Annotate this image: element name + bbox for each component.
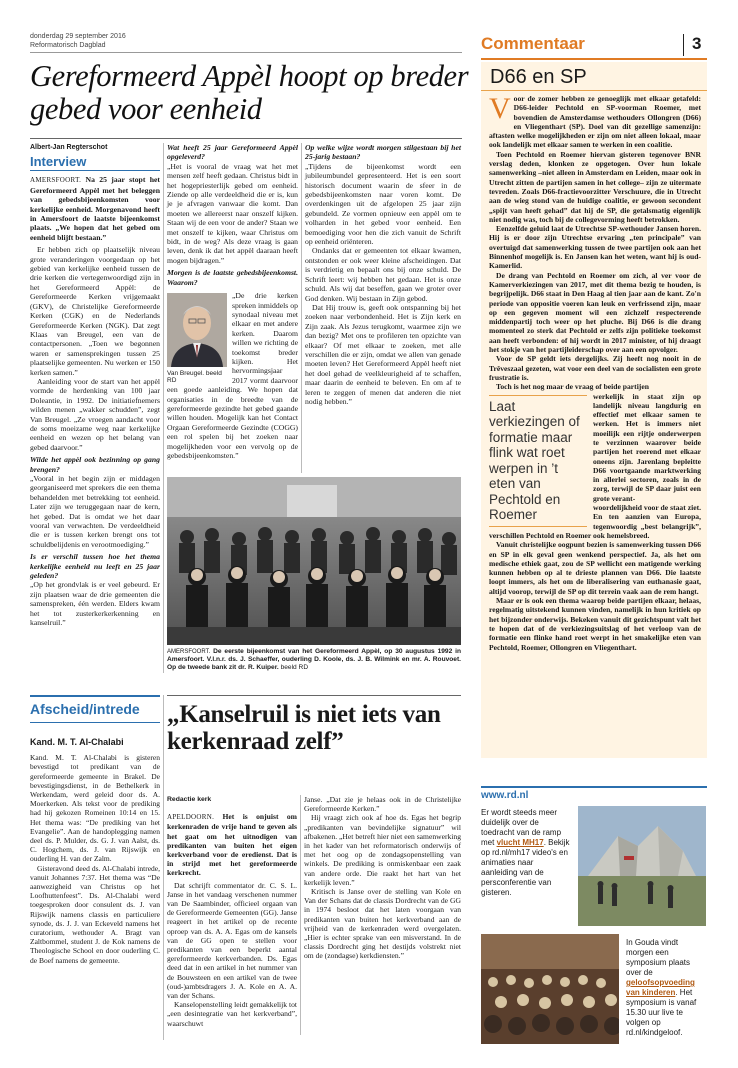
photo-caption-place: AMERSFOORT.: [167, 649, 211, 655]
article-column-3: [305, 143, 461, 406]
web-item-mh17: [481, 808, 571, 898]
article-column-1: [30, 143, 160, 628]
photo-caption-text: De eerste bijeenkomst van het Gereformeerd Appèl, op 30 augustus 1992 in Amersfoort. V.l.n.r. ds. J. Schaeffer, ouderling D. Koole, ds. J. B. Wilmink en mr. A. Rouvoet. Op de tweede bank zit dr. R. Kuiper.: [167, 648, 461, 672]
symposium-photo[interactable]: [481, 934, 619, 1044]
farewell-body: [30, 738, 160, 965]
paragraph: Dat Hij trouw is, geeft ook ontspanning bij het zoeken naar verbondenheid. Het is Zijn kerk en Zijn zaak. Als Jezus terugkomt, waarmee zijn we dan bezig? Met ons te profileren ten opzichte van elkaar? Of met elkaar te zoeken, met alle verschillen die er zijn, omdat we allen van genade moeten leven? Het Gereformeerd Appèl heeft niet het doel gehad de veelkleurigheid af te schaffen, maar daarin de eenheid te beleven. En om af te leren te zeggen of menen dat anderen die niet nodig hebben.”: [305, 302, 461, 406]
portrait-credit: beeld RD: [167, 369, 222, 384]
article2-headline: „Kanselruil is niet iets van kerkenraad zelf”: [167, 701, 441, 755]
drop-cap: V: [489, 92, 511, 125]
masthead-rule: [30, 52, 462, 53]
dateline: AMERSFOORT.: [30, 176, 82, 185]
web-text: In Gouda vindt morgen een symposium plaats over de: [626, 938, 691, 977]
article2-rule: [167, 695, 461, 696]
question: Wilde het appèl ook bezinning op gang brengen?: [30, 455, 160, 474]
page-number-divider: [683, 34, 684, 56]
comment-title-rule: [481, 90, 707, 91]
question: Wat heeft 25 jaar Gereformeerd Appèl opgeleverd?: [167, 143, 298, 162]
web-url[interactable]: www.rd.nl: [481, 790, 529, 801]
pull-quote-text: Laat verkiezingen of formatie maar flink wat roet werpen in ’t eten van Pechtold en Roemer: [489, 398, 580, 522]
article-headline: Gereformeerd Appèl hoopt op breder gebed voor eenheid: [30, 59, 469, 126]
comment-paragraph: Eenzelfde geluid laat de Utrechtse SP-wethouder Jansen horen. Hij is er door zijn Utrechtse ervaring „ten principale” van overtuigd dat samenwerking tussen de twee partijen ook aan het Binnenhof mogelijk is. En Jansen kan het weten, want hij is oud-Kamerlid.: [489, 224, 701, 271]
paragraph: Kand. M. T. Al-Chalabi is gisteren bevestigd tot predikant van de gereformeerde gemeente in Brakel. De bevestigingsdienst, in de Bethelkerk in Werkendam, werd geleid door ds. A. Moerkerken. Als tekst voor de prediking had hij gekozen Romeinen 10:14 en 15. Het thema was: “De prediking van het Evangelie”. Aan de handoplegging namen deel ds. P. Mulder, ds. G. J. van Aalst, ds. C. Hogchem, ds. J. van Rijswijk en ouderling H. van der Zalm.: [30, 753, 160, 864]
farewell-rule: [30, 722, 160, 723]
web-text: Er wordt steeds meer duidelijk over de toedracht van de ramp met: [481, 808, 562, 847]
paragraph: Kritisch is Janse over de stelling van Kole en Van der Schans dat de classis Dordrecht van de GG in 1974 besloot dat het laten voorgaan van predikanten van buiten het kerkverband aan de vrijheid van de kerkenraden werd overgelaten. „Hier is echter sprake van een misverstand. In de classis Dordrecht ging het destijds volstrekt niet om de (zondagse) kerkdiensten.”: [304, 887, 461, 961]
column-divider: [163, 143, 164, 673]
comment-paragraph: woordelijkheid voor de staat ziet. En ten aanzien van Europa, tegenwoordig „best belangrijk”, verschillen Pechtold en Roemer ook hemelsbreed.: [489, 503, 701, 540]
comment-paragraph: Maar er is ook een thema waarop beide partijen elkaar, helaas, regelmatig uitstekend kunnen vinden, namelijk in hun kritiek op het bijzonder onderwijs. Bekeken vanuit dit gezichtspunt valt het te hopen dat of de verkiezingsuitslag of het verloop van de formatie een flinke hand roet werpt in het smakelijke eten van Pechtold, Roemer, Ollongren en Vliegenthart.: [489, 596, 701, 652]
section-title: Commentaar: [481, 34, 585, 53]
photo-credit: beeld RD: [280, 664, 309, 672]
photo-caption: [167, 648, 461, 673]
web-item-symposium: [626, 938, 706, 1038]
farewell-section: Afscheid/intrede: [30, 701, 140, 717]
byline: Albert-Jan Regterschot: [30, 144, 108, 151]
paper-name: Reformatorisch Dagblad: [30, 41, 106, 49]
paragraph: „Vooral in het begin zijn er middagen georganiseerd met sprekers die een thema behandelden met betrekking tot eenheid. Later zijn we teruggegaan naar de kern, het gebed. Dat is omdat we het daar vooral van verwachten. De verdeeldheid die er is tussen kerken brengt ons tot schuldbelijdenis en verootmoediging.”: [30, 474, 160, 549]
article2-byline: Redactie kerk: [167, 796, 212, 803]
web-text: . Bekijk op rd.nl/mh17 video's en animaties naar aanleiding van de persconferentie van gisteren.: [481, 838, 570, 897]
paragraph: Gisteravond deed ds. Al-Chalabi intrede, vanuit Johannes 7:37. Het thema was “De aanwezigheid van Christus op het Loofhuttenfeest”. Ds. Al-Chalabi werd toegesproken door consulent ds. J. van Rijswijk namens classis en particuliere synode, ds. J. J. van Eckeveld namens het curatorium, wethouder A. Bragt van Zaltbommel, student J. de Kok namens de Theologische School en door ouderling C. de Boef namens de gemeente.: [30, 863, 160, 965]
column-divider: [301, 143, 302, 473]
article2-column-1: [167, 795, 297, 1028]
column-divider: [163, 695, 164, 1040]
article2-column-2: [304, 795, 461, 961]
mh17-link[interactable]: vlucht MH17: [496, 838, 544, 847]
paragraph: Ondanks dat er gemeenten tot elkaar kwamen, ontstonden er ook weer kleine afscheidingen. Dat is verdrietig en bepaalt ons bij onze schuld. De Schrift leert: wij hebben het gedaan. Het is onze schuld. Als wij dat beseffen, gaan we groter over God denken. Wij bestaan in Zijn gebod.: [305, 246, 461, 303]
headline-rule: [30, 138, 462, 139]
section-rule: [481, 58, 707, 60]
comment-paragraph: Vanuit christelijke oogpunt bezien is samenwerking tussen D66 en SP in elk geval geen wenkend perspectief. Ja, als het om medische ethiek gaat, zou de SP wellicht een matigende werking kunnen hebben op al te drieste plannen van D66. Die laatste loopt immers, als het om de liberalisering van euthanasie gaat, altijd voorop, terwijl de SP op dit terrein vaak aan de rem hangt.: [489, 540, 701, 596]
kicker: Interview: [30, 154, 160, 171]
paragraph: „Tijdens de bijeenkomst wordt een jubileumbundel gepresenteerd. Het is een soort historisch document waarin de sfeer in de gebedsbijeenkomsten naar voren komt. De overdenkingen uit de afgelopen 25 jaar zijn gebundeld. Ze vormen opnieuw een appèl om te volharden in het gebed voor eenheid. Een bemoediging voor hen die zich vanuit de Schrift op eenheid oriënteren.: [305, 161, 461, 247]
comment-paragraph: werkelijk in staat zijn op landelijk niveau langdurig en effectief met elkaar samen te werken. Het is immers niet moeilijk een rijtje onderwerpen te verzinnen waarover beide partijen het roerend met elkaar oneens zijn. Jarenlang bepleitte D66 voortgaande marktwerking in allerlei sectoren, zoals in de zorg, terwijl de SP daar juist een grote verant-: [593, 391, 701, 503]
comment-paragraph: oor de zomer hebben ze genoeglijk met elkaar getafeld: D66-leider Pechtold en SP-voorman Roemer, met bovendien de Amsterdamse wethouders Ollongren (D66) en Vliegenthart (SP). Doel van dit gezellige samenzijn: aftasten welke mogelijkheden er zijn om niet alleen lokaal, maar ook landelijk met elkaar samen te werken in een coalitie.: [489, 94, 701, 150]
group-photo: [167, 477, 461, 645]
comment-paragraph: Toen Pechtold en Roemer hiervan gisteren tegenover BNR verslag deden, klonken ze opgetogen. Over hun lokale samenwerking –niet alleen in Amsterdam en Leiden, maar ook in Utrecht zitten de partijen samen in het college– zijn ze uitermate tevreden. Zoals D66-fractievoorzitter Verschuure, die in Utrecht aan de wieg stond van de huidige coalitie, er gewoon secondent „spijt van heeft gehad” dat hij de SP, die getalsmatig eigenlijk niet nodig was, toch bij de collegevorming heeft betrokken.: [489, 149, 701, 224]
page-number: 3: [692, 34, 702, 53]
paragraph: Aanleiding voor de start van het appèl vormde de herdenking van 100 jaar Doleantie, in 1992. De initiatiefnemers wilden menen „wakker schudden”, zegt Van Breugel. „Ze vroegen aandacht voor de soms moeizame weg naar kerkelijke eenheid en wezen op het belang van gebed daarvoor.”: [30, 376, 160, 452]
comment-body: [489, 94, 701, 652]
paragraph: „Het is vooral de vraag wat het met mensen zelf heeft gedaan. Christus bidt in het hogepriesterlijk gebed om eenheid. Ziende op alle verdeeldheid die er is, kun je je afvragen vanwaar die komt. Dan moeten we allereerst naar onszelf kijken. Staan wij de een voor de ander? Staan we met onszelf te kijken, waar Christus om bidt, in de weg? Als deze vraag is gaan leven, denk ik dat het appèl daaraan heeft mogen bijdragen.”: [167, 161, 298, 265]
paragraph: Janse. „Dat zie je helaas ook in de Christelijke Gereformeerde Kerken.”: [304, 795, 461, 814]
article-column-2: [167, 143, 298, 460]
comment-title: D66 en SP: [490, 66, 587, 88]
paragraph: „Op het grondvlak is er veel gebeurd. Er zijn plaatsen waar de drie gemeenten die samenspreken, één werden. Elders kwam het tot zusterkerkerkenning en kanselruil.”: [30, 580, 160, 628]
farewell-name: Kand. M. T. Al-Chalabi: [30, 737, 124, 747]
article2-lead: Het is onjuist om kerkenraden de vrije hand te geven als het gaat om het uitnodigen van predikanten van buiten het eigen kerkverband voor de eredienst. Dat is in strijd met het gereformeerde kerkrecht.: [167, 812, 297, 878]
paragraph: Dat schrijft commentator dr. C. S. L. Janse in het vandaag verschenen nummer van De Saambinder, officieel orgaan van de Gereformeerde Gemeenten (GG). Janse reageert in het artikel op de recente oproep van ds. A. A. Egas om de kansels van de GG open te stellen voor predikanten van een beperkt aantal gereformeerde kerkverbanden. Ds. Egas deed dat in een artikel in het nummer van de Bouwsteen en een artikel van de twee (oud-)ambtsdragers J. A. Kole en A. A. van der Schans.: [167, 880, 297, 1001]
portrait-caption: Van Breugel.: [167, 369, 205, 377]
mh17-photo[interactable]: [578, 806, 706, 926]
comment-paragraph: De drang van Pechtold en Roemer om zich, al ver voor de Kamerverkiezingen van 2017, met dit thema bezig te houden, is begrijpelijk. D66 staat in Den Haag al tien jaar aan de kant. Zo'n periode van oppositie voeren kan leuk en verfrissend zijn, maar op een gegeven moment wil een zichzelf respecterende middenpartij toch weer op het pluche. Bij D66 is die drang momenteel zo sterk dat Pechtold er zelfs zijn politieke toekomst aan heeft verbonden: of hij wordt in 2017 minister, of hij draagt het stokje van het partijleiderschap over aan een opvolger.: [489, 270, 701, 355]
column-divider: [300, 795, 301, 1035]
question: Op welke wijze wordt morgen stilgestaan bij het 25-jarig bestaan?: [305, 143, 461, 162]
comment-paragraph: Toch is het nog maar de vraag of beide partijen: [496, 382, 649, 392]
paragraph: „De drie kerken spreken inmiddels op synodaal niveau met elkaar en met andere kerken. Daarom willen we richting de toekomst breder kijken. Het hervormingsjaar 2017 vormt daarvoor een goede aanleiding. We hopen dat organisaties in de breedte van de gereformeerde gezindte het gebed gaande willen houden. Mogelijk kan het Contact Orgaan Gereformeerde Gezindte (COGG) een rol spelen bij het zoeken naar mogelijkheden voor een vervolg op de gebedsbijeenkomsten.”: [167, 291, 298, 460]
dateline: APELDOORN.: [167, 813, 215, 822]
farewell-rule: [30, 695, 160, 697]
comment-paragraph: Voor de SP geldt iets dergelijks. Zij heeft nog nooit in de Trêveszaal gezeten, wat voor een deel van de socialisten een grote frustratie is.: [489, 354, 701, 382]
portrait-photo: [167, 293, 227, 367]
question: Morgen is de laatste gebedsbijeenkomst. Waarom?: [167, 268, 298, 287]
portrait-block: [167, 293, 227, 384]
article-lead: Na 25 jaar stopt het Gereformeerd Appèl met het beleggen van gebedsbijeenkomsten voor kerkelijke eenheid. Morgenavond heeft in Amersfoort de laatste bijeenkomst plaats. „We hopen dat het gebed om eenheid blijft bestaan.”: [30, 175, 160, 242]
page-date: donderdag 29 september 2016: [30, 33, 126, 40]
symposium-link[interactable]: geloofsopvoeding van kinderen: [626, 978, 695, 997]
paragraph: Er hebben zich op plaatselijk niveau grote veranderingen voorgedaan op het gebied van kerkelijke eenheid tussen de drie kerken die vertegenwoordigd zijn in het Gereformeerd Appèl: de Gereformeerde Kerken vrijgemaakt (GKV), de Christelijke Gereformeerde Kerken (CGK) en de Nederlands Gereformeerde Kerken (NGK). Dat zegt Klaas van Breugel, een van de contactpersonen. „Toen we begonnen waren er samensprekingen tussen 25 plaatselijke gemeenten. Nu werken er 150 kerken samen.”: [30, 245, 160, 377]
masthead-info: [30, 33, 126, 50]
paragraph: Kanselopenstelling leidt gemakkelijk tot „een desintegratie van het kerkverband”, waarschuwt: [167, 1000, 297, 1028]
pull-quote: [489, 395, 587, 527]
web-text: . Het symposium is vanaf 15.30 uur live te volgen op rd.nl/kindgeloof.: [626, 988, 697, 1037]
question: Is er verschil tussen hoe het thema kerkelijke eenheid nu leeft en 25 jaar geleden?: [30, 552, 160, 581]
paragraph: Hij vraagt zich ook af hoe ds. Egas het begrip „predikanten van bevindelijke signatuur” wil afbakenen. „Het betreft hier niet een samenwerking in het kader van het reformatorisch onderwijs of met het oog op de zondagsopenstelling van winkels. De prediking is onmiskenbaar een zaak van andere orde. Die raakt het hart van het kerkelijk leven.”: [304, 813, 461, 887]
web-rule: [481, 786, 707, 788]
